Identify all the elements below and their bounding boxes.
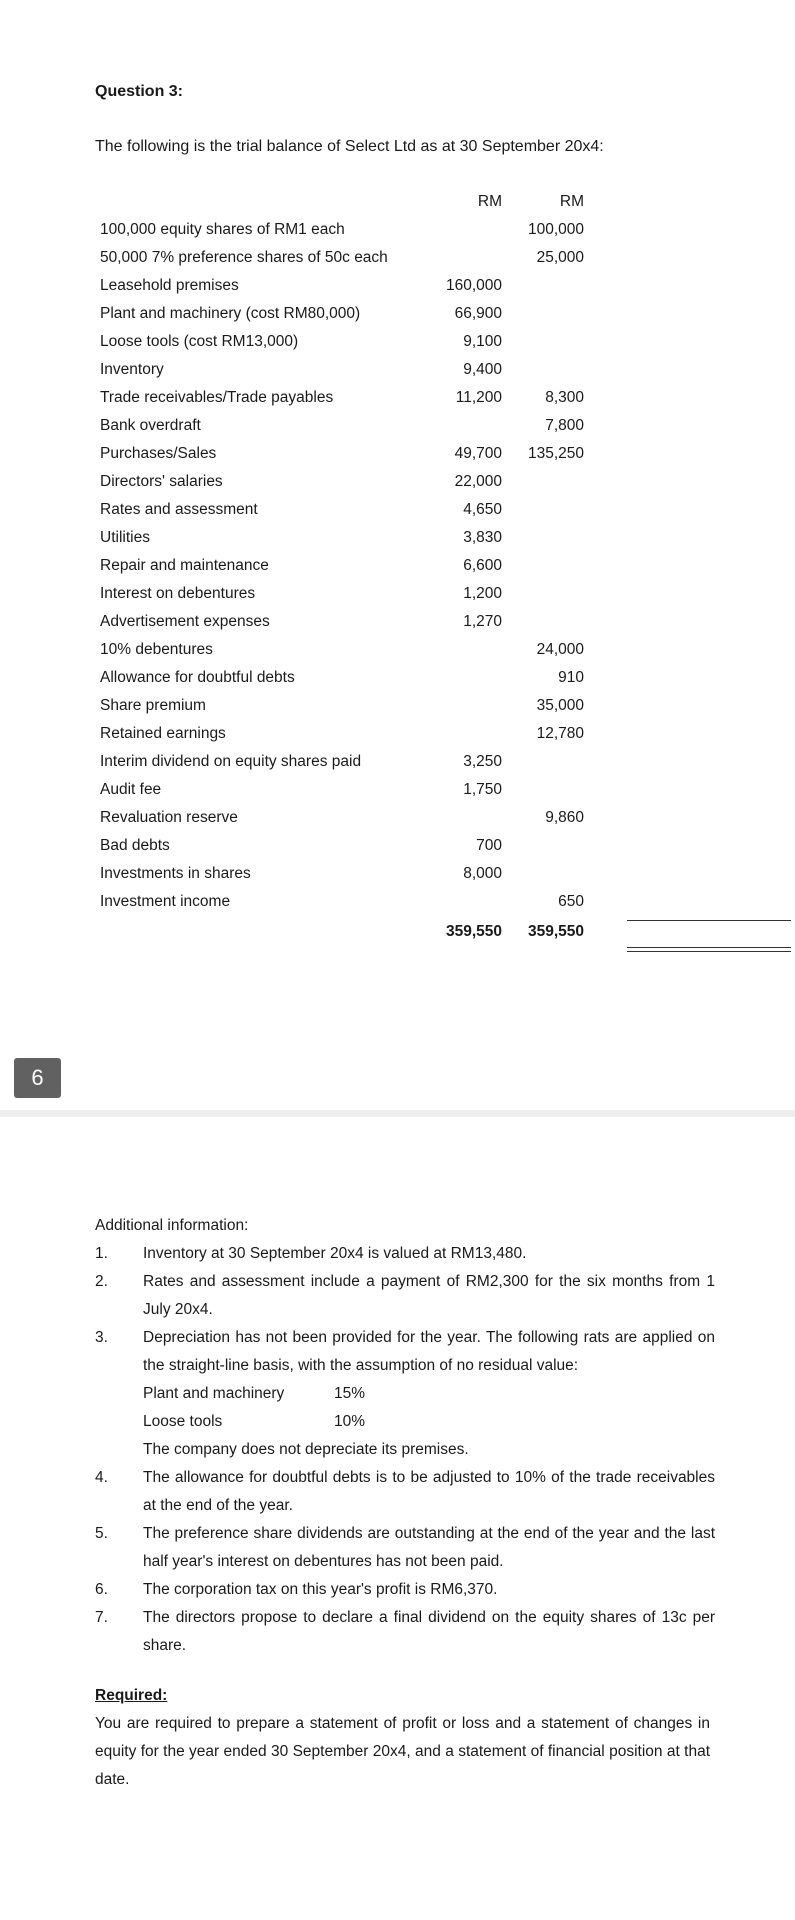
account-label: Allowance for doubtful debts xyxy=(100,669,295,686)
trial-balance-total-row xyxy=(100,918,695,946)
trial-balance-table xyxy=(100,188,695,946)
total-debit: 359,550 xyxy=(445,923,502,940)
credit-amount: 35,000 xyxy=(536,697,584,714)
page-separator xyxy=(0,1110,795,1117)
credit-amount: 100,000 xyxy=(527,221,584,238)
account-label: Directors' salaries xyxy=(100,473,223,490)
account-label: Leasehold premises xyxy=(100,277,239,294)
account-label: Audit fee xyxy=(100,781,162,798)
account-label: Interim dividend on equity shares paid xyxy=(100,753,362,770)
required-text: You are required to prepare a statement of profit or loss and a statement of changes in equity for the year ended 30 September 20x4, and a statement of financial position at that date. xyxy=(95,1715,710,1788)
rate-label: Plant and machinery xyxy=(143,1385,285,1402)
table-row xyxy=(100,272,695,300)
rate-label: Loose tools xyxy=(143,1413,223,1430)
credit-amount: 8,300 xyxy=(545,389,584,406)
list-item xyxy=(95,1240,715,1268)
total-credit: 359,550 xyxy=(527,923,584,940)
debit-amount: 6,600 xyxy=(463,557,502,574)
item-text: Depreciation has not been provided for the year. The following rats are applied on the straight-line basis, with the assumption of no residual value: xyxy=(143,1329,715,1374)
table-row xyxy=(100,608,695,636)
additional-information-title: Additional information: xyxy=(95,1217,249,1234)
credit-amount: 910 xyxy=(558,669,584,686)
depreciation-rate-row xyxy=(95,1380,715,1408)
trial-balance-header xyxy=(100,188,695,216)
table-row xyxy=(100,244,695,272)
debit-amount: 160,000 xyxy=(445,277,502,294)
account-label: 10% debentures xyxy=(100,641,213,658)
rate-value: 10% xyxy=(334,1413,366,1430)
item-number: 6. xyxy=(95,1581,108,1598)
account-label: Advertisement expenses xyxy=(100,613,270,630)
item-number: 4. xyxy=(95,1469,108,1486)
debit-amount: 66,900 xyxy=(454,305,502,322)
table-row xyxy=(100,748,695,776)
item-text: The preference share dividends are outstanding at the end of the year and the last half year's interest on debentures has not been paid. xyxy=(143,1525,715,1570)
debit-amount: 8,000 xyxy=(463,865,502,882)
debit-amount: 700 xyxy=(476,837,502,854)
debit-amount: 11,200 xyxy=(455,389,502,406)
account-label: Utilities xyxy=(100,529,150,546)
table-row xyxy=(100,860,695,888)
account-label: Investment income xyxy=(100,893,231,910)
list-item xyxy=(95,1268,715,1324)
item-text: The corporation tax on this year's profit is RM6,370. xyxy=(143,1581,498,1598)
question-heading: Question 3: xyxy=(95,83,184,100)
account-label: Repair and maintenance xyxy=(100,557,269,574)
table-row xyxy=(100,496,695,524)
account-label: 50,000 7% preference shares of 50c each xyxy=(100,249,388,266)
required-heading: Required: xyxy=(95,1687,168,1704)
table-row xyxy=(100,412,695,440)
debit-amount: 1,750 xyxy=(463,781,502,798)
account-label: Share premium xyxy=(100,697,206,714)
account-label: 100,000 equity shares of RM1 each xyxy=(100,221,345,238)
item-text: The directors propose to declare a final dividend on the equity shares of 13c per share. xyxy=(143,1609,715,1654)
additional-information xyxy=(95,1212,715,1660)
table-row xyxy=(100,384,695,412)
item-number: 5. xyxy=(95,1525,108,1542)
credit-amount: 24,000 xyxy=(536,641,584,658)
list-item xyxy=(95,1576,715,1604)
account-label: Interest on debentures xyxy=(100,585,256,602)
item-text: Inventory at 30 September 20x4 is valued at RM13,480. xyxy=(143,1245,527,1262)
total-double-rule xyxy=(627,947,791,952)
list-item xyxy=(95,1464,715,1520)
account-label: Investments in shares xyxy=(100,865,251,882)
account-label: Revaluation reserve xyxy=(100,809,238,826)
debit-column-header: RM xyxy=(477,193,502,210)
list-item xyxy=(95,1324,715,1380)
question-intro: The following is the trial balance of Select Ltd as at 30 September 20x4: xyxy=(95,138,604,155)
rate-value: 15% xyxy=(334,1385,366,1402)
table-row xyxy=(100,328,695,356)
table-row xyxy=(100,692,695,720)
list-item xyxy=(95,1604,715,1660)
account-label: Bad debts xyxy=(100,837,170,854)
item-text: The allowance for doubtful debts is to be adjusted to 10% of the trade receivables at the end of the year. xyxy=(143,1469,715,1514)
credit-amount: 135,250 xyxy=(527,445,584,462)
credit-amount: 9,860 xyxy=(545,809,584,826)
table-row xyxy=(100,664,695,692)
item-number: 7. xyxy=(95,1609,108,1626)
credit-amount: 650 xyxy=(558,893,584,910)
table-row xyxy=(100,580,695,608)
account-label: Loose tools (cost RM13,000) xyxy=(100,333,299,350)
table-row xyxy=(100,524,695,552)
list-item xyxy=(95,1520,715,1576)
credit-amount: 12,780 xyxy=(536,725,584,742)
account-label: Purchases/Sales xyxy=(100,445,217,462)
depreciation-rate-row xyxy=(95,1408,715,1436)
credit-amount: 7,800 xyxy=(545,417,584,434)
debit-amount: 9,100 xyxy=(463,333,502,350)
debit-amount: 1,270 xyxy=(463,613,502,630)
table-row xyxy=(100,636,695,664)
item-number: 1. xyxy=(95,1245,108,1262)
table-row xyxy=(100,552,695,580)
account-label: Rates and assessment xyxy=(100,501,258,518)
table-row xyxy=(100,888,695,916)
table-row xyxy=(100,216,695,244)
table-row xyxy=(100,832,695,860)
debit-amount: 22,000 xyxy=(454,473,502,490)
table-row xyxy=(100,720,695,748)
table-row xyxy=(100,776,695,804)
credit-amount: 25,000 xyxy=(536,249,584,266)
debit-amount: 1,200 xyxy=(463,585,502,602)
debit-amount: 3,250 xyxy=(463,753,502,770)
debit-amount: 49,700 xyxy=(454,445,502,462)
account-label: Plant and machinery (cost RM80,000) xyxy=(100,305,361,322)
required-section xyxy=(95,1682,710,1794)
item-number: 3. xyxy=(95,1329,108,1346)
account-label: Trade receivables/Trade payables xyxy=(100,389,334,406)
account-label: Bank overdraft xyxy=(100,417,201,434)
table-row xyxy=(100,804,695,832)
account-label: Inventory xyxy=(100,361,164,378)
account-label: Retained earnings xyxy=(100,725,226,742)
debit-amount: 4,650 xyxy=(463,501,502,518)
debit-amount: 3,830 xyxy=(463,529,502,546)
premises-note: The company does not depreciate its premises. xyxy=(143,1441,469,1458)
item-text: Rates and assessment include a payment of RM2,300 for the six months from 1 July 20x4. xyxy=(143,1273,715,1318)
table-row xyxy=(100,468,695,496)
item-number: 2. xyxy=(95,1273,108,1290)
table-row xyxy=(100,440,695,468)
credit-column-header: RM xyxy=(559,193,584,210)
page-number-badge: 6 xyxy=(14,1058,61,1098)
table-row xyxy=(100,300,695,328)
debit-amount: 9,400 xyxy=(463,361,502,378)
table-row xyxy=(100,356,695,384)
